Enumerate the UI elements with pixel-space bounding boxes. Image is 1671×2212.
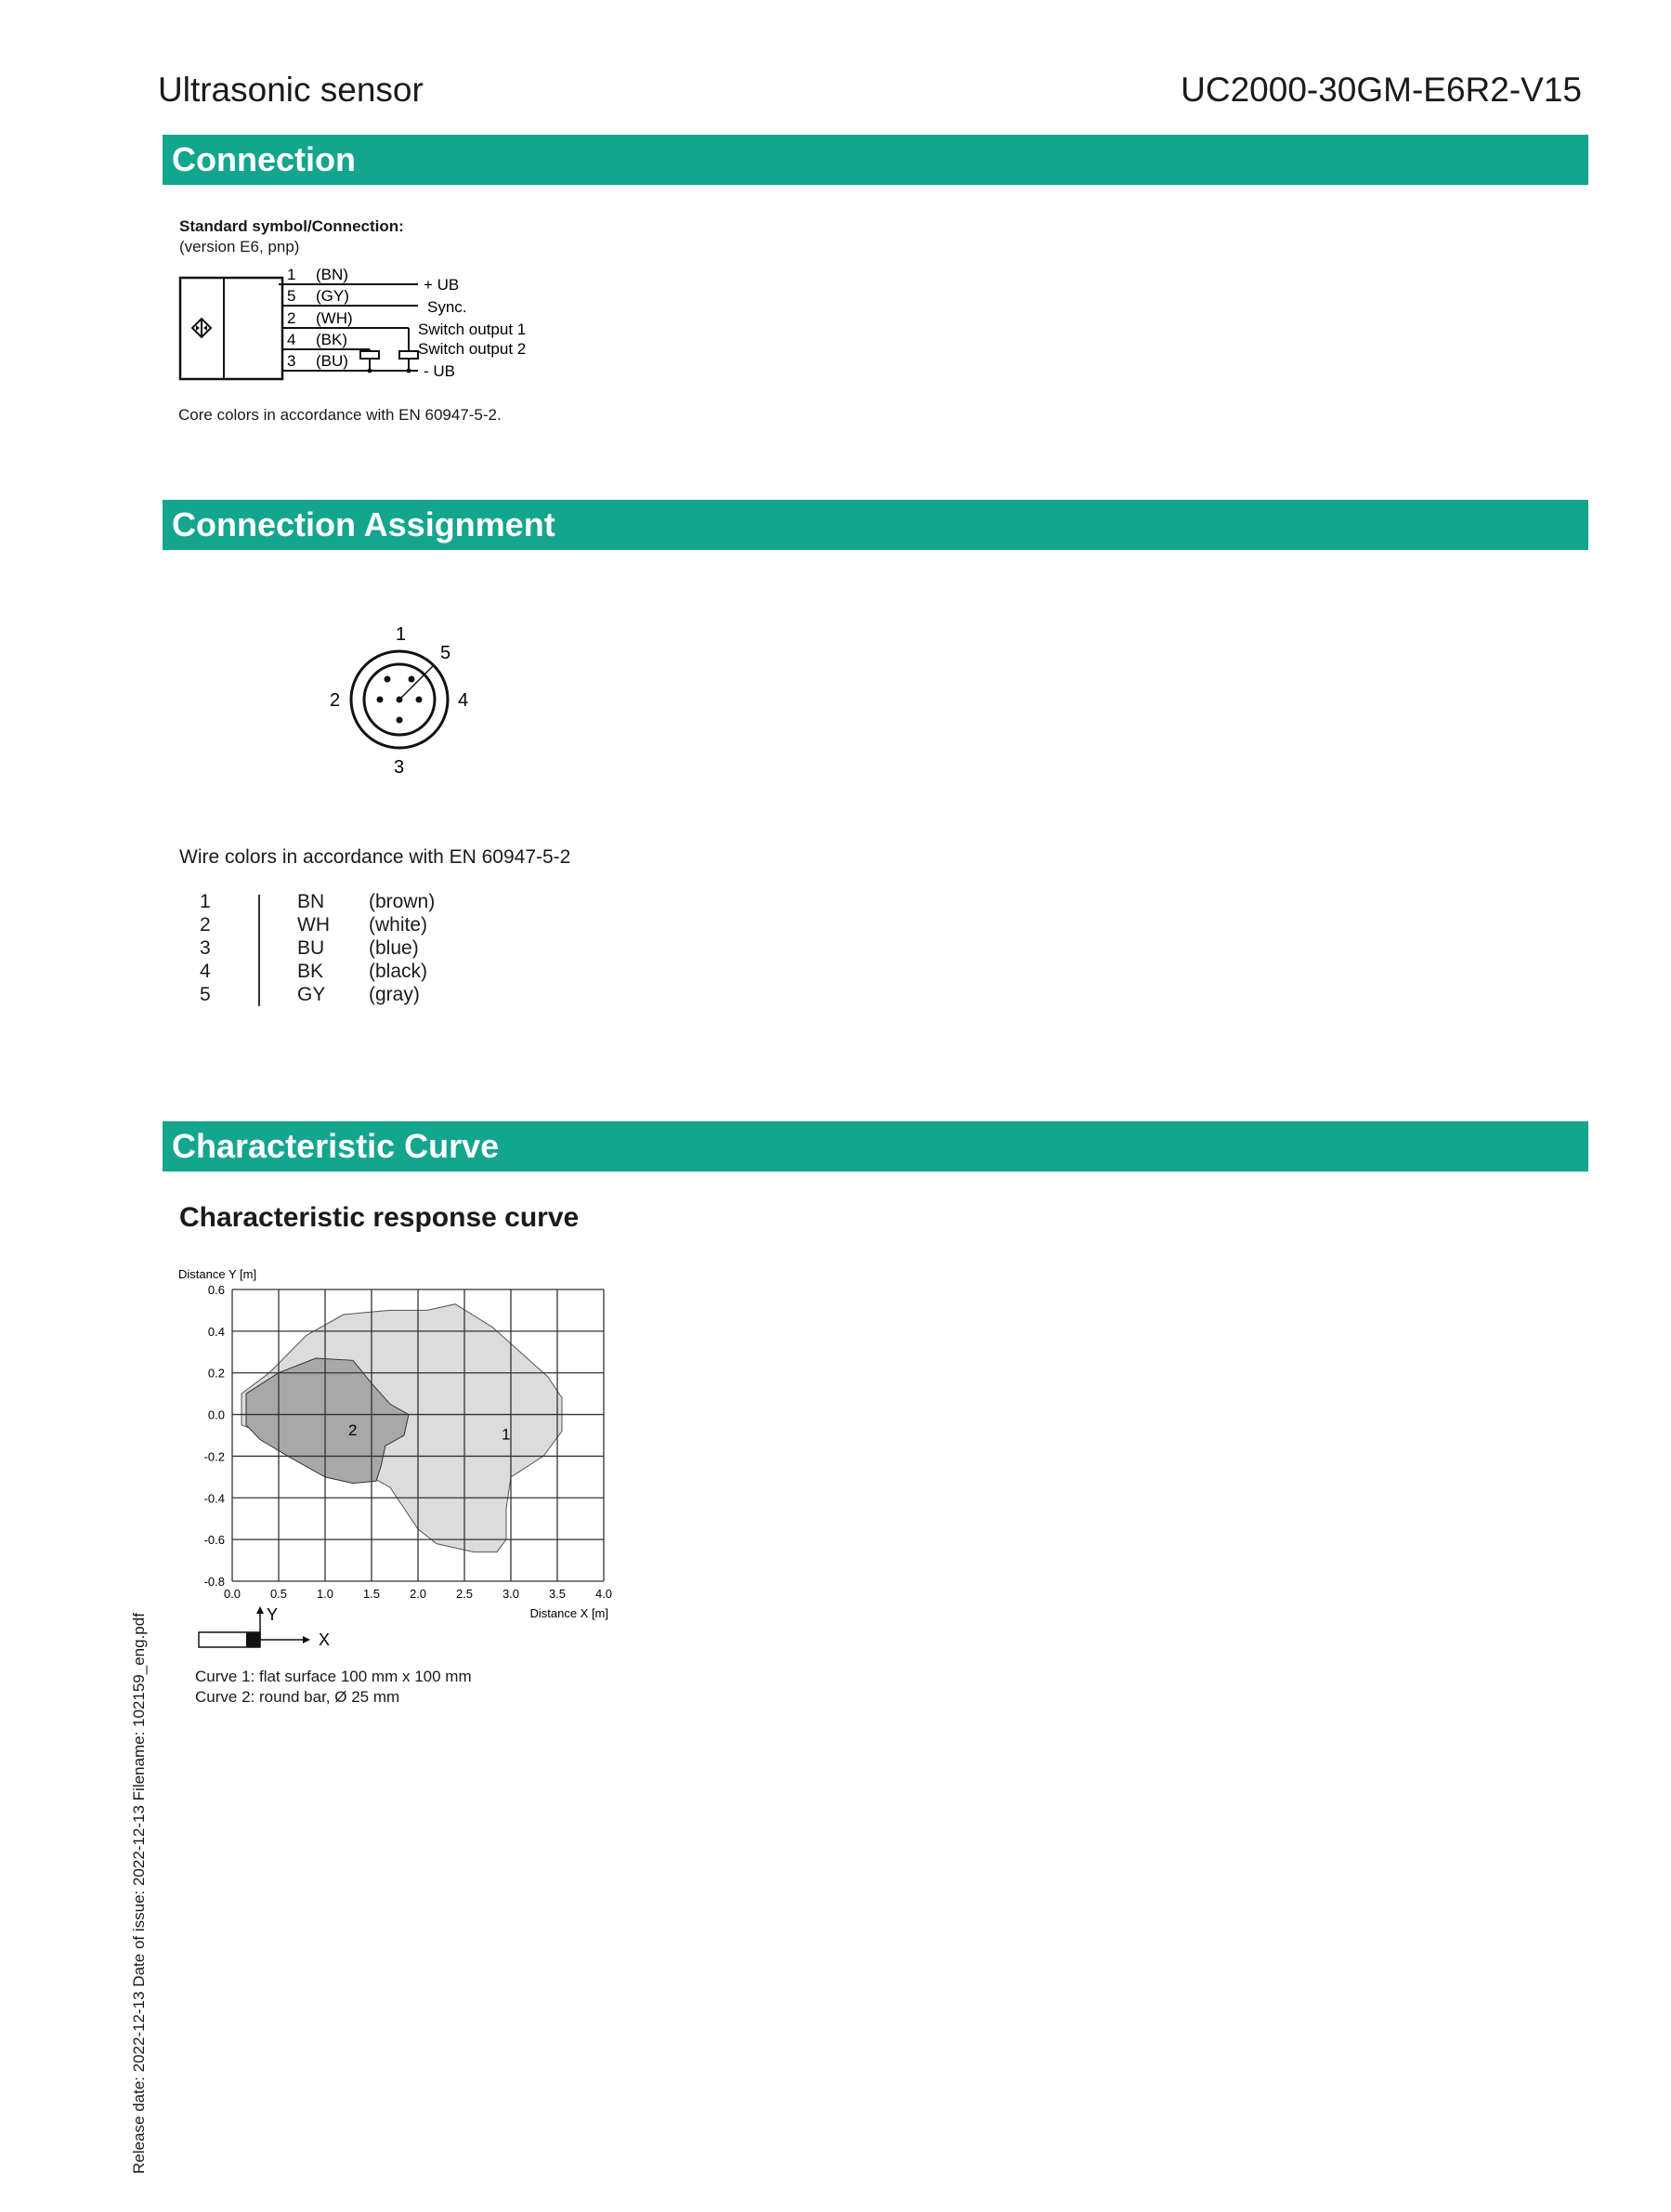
signal-label: + UB: [424, 276, 460, 294]
x-arrow-head-icon: [303, 1636, 310, 1643]
y-tick-label: 0.6: [207, 1283, 225, 1297]
x-axis-label: Distance X [m]: [529, 1606, 608, 1620]
wiring-diagram: [176, 262, 548, 387]
y-tick-label: 0.0: [207, 1407, 225, 1422]
wire-name: (white): [369, 914, 428, 936]
y-tick-label: -0.6: [203, 1533, 225, 1548]
wire-number: 1: [200, 891, 211, 912]
wire-number: 5: [200, 984, 211, 1005]
connector-label: 5: [440, 643, 451, 663]
signal-label: Switch output 1: [418, 321, 527, 338]
x-tick-label: 2.0: [409, 1587, 427, 1601]
core-colors-note: Core colors in accordance with EN 60947-5-2.: [178, 406, 502, 424]
wire-number: 4: [200, 961, 211, 982]
x-tick-label: 3.0: [502, 1587, 520, 1601]
pin-1-dot: [409, 676, 415, 683]
section-title-connection: Connection: [172, 140, 356, 178]
sensor-sketch-head: [246, 1632, 260, 1647]
wire-color-code: (BU): [316, 352, 348, 370]
x-tick-label: 0.0: [223, 1587, 242, 1601]
signal-label: - UB: [424, 362, 455, 380]
wire-code: WH: [297, 914, 330, 936]
wire-code: BU: [297, 937, 325, 959]
junction-dot: [368, 369, 372, 373]
x-tick-label: 1.5: [362, 1587, 381, 1601]
pin-4-dot: [416, 697, 423, 703]
y-tick-label: -0.4: [203, 1491, 225, 1506]
x-tick-label: 1.0: [316, 1587, 334, 1601]
release-info-vertical: Release date: 2022-12-13 Date of issue: 2022-12-13 Filename: 102159_eng.pdf: [130, 1613, 148, 2174]
pin-number: 3: [287, 352, 296, 370]
wire-color-code: (BN): [316, 266, 348, 283]
pin-number: 2: [287, 309, 296, 327]
section-title-curve: Characteristic Curve: [172, 1127, 500, 1165]
wire-number-column: [200, 890, 211, 1006]
pin-5-leader: [399, 666, 433, 700]
connector-pinout-diagram: [316, 618, 483, 785]
document-category: Ultrasonic sensor: [158, 71, 424, 109]
wire-name: (black): [369, 961, 428, 982]
section-bar-curve: [163, 1121, 1588, 1171]
wire-color-code: (BK): [316, 331, 347, 348]
wire-code: BN: [297, 891, 325, 912]
sensor-axis-sketch: [195, 1603, 344, 1649]
pin-number: 1: [287, 266, 296, 283]
wire-color-code: (WH): [316, 309, 353, 327]
curve-areas: [242, 1304, 562, 1552]
y-tick-label: -0.2: [203, 1449, 225, 1464]
x-tick-label: 0.5: [269, 1587, 288, 1601]
product-code: UC2000-30GM-E6R2-V15: [1181, 71, 1582, 109]
wire-name: (blue): [369, 937, 419, 959]
connection-subtitle: (version E6, pnp): [179, 238, 300, 255]
wire-name: (brown): [369, 891, 436, 912]
y-tick-label: 0.2: [207, 1366, 225, 1381]
wire-name-column: [369, 890, 435, 1006]
pin-2-dot: [377, 697, 384, 703]
series-label-2: 2: [348, 1421, 358, 1439]
junction-dot: [407, 369, 411, 373]
y-axis-label: Distance Y [m]: [178, 1267, 257, 1281]
response-curve-chart: [167, 1259, 632, 1630]
y-arrow-head-icon: [256, 1606, 264, 1614]
x-tick-label: 3.5: [548, 1587, 567, 1601]
pin-number: 4: [287, 331, 296, 348]
pin-3-dot: [397, 717, 403, 724]
section-title-assignment: Connection Assignment: [172, 505, 555, 543]
y-tick-label: -0.8: [203, 1575, 225, 1589]
curve-legend-2: Curve 2: round bar, Ø 25 mm: [195, 1688, 400, 1706]
curve-subtitle: Characteristic response curve: [179, 1202, 580, 1233]
connector-label: 3: [394, 757, 405, 778]
wire-color-code: (GY): [316, 287, 349, 305]
connector-label: 1: [396, 624, 407, 645]
wire-code: GY: [297, 984, 326, 1005]
wire-name: (gray): [369, 984, 420, 1005]
wire-number: 3: [200, 937, 211, 959]
y-tick-label: 0.4: [207, 1324, 225, 1339]
section-bar-assignment: [163, 500, 1588, 550]
pin-dot: [385, 676, 391, 683]
wire-code-column: [297, 890, 330, 1006]
wire-number: 2: [200, 914, 211, 936]
connection-title: Standard symbol/Connection:: [179, 217, 404, 235]
table-divider: [258, 895, 260, 1006]
series-label-1: 1: [502, 1425, 511, 1444]
pin-number: 5: [287, 287, 296, 305]
signal-label: Sync.: [427, 298, 467, 316]
x-tick-label: 2.5: [455, 1587, 474, 1601]
wire-code: BK: [297, 961, 324, 982]
sketch-x-label: X: [319, 1630, 331, 1649]
connector-label: 2: [330, 690, 341, 711]
sketch-y-label: Y: [267, 1605, 279, 1624]
curve-legend-1: Curve 1: flat surface 100 mm x 100 mm: [195, 1668, 472, 1685]
signal-label: Switch output 2: [418, 340, 527, 358]
wire-colors-note: Wire colors in accordance with EN 60947-5-2: [179, 846, 571, 868]
x-tick-label: 4.0: [594, 1587, 613, 1601]
connector-label: 4: [458, 690, 469, 711]
section-bar-connection: [163, 135, 1588, 185]
sensor-body: [180, 278, 282, 379]
